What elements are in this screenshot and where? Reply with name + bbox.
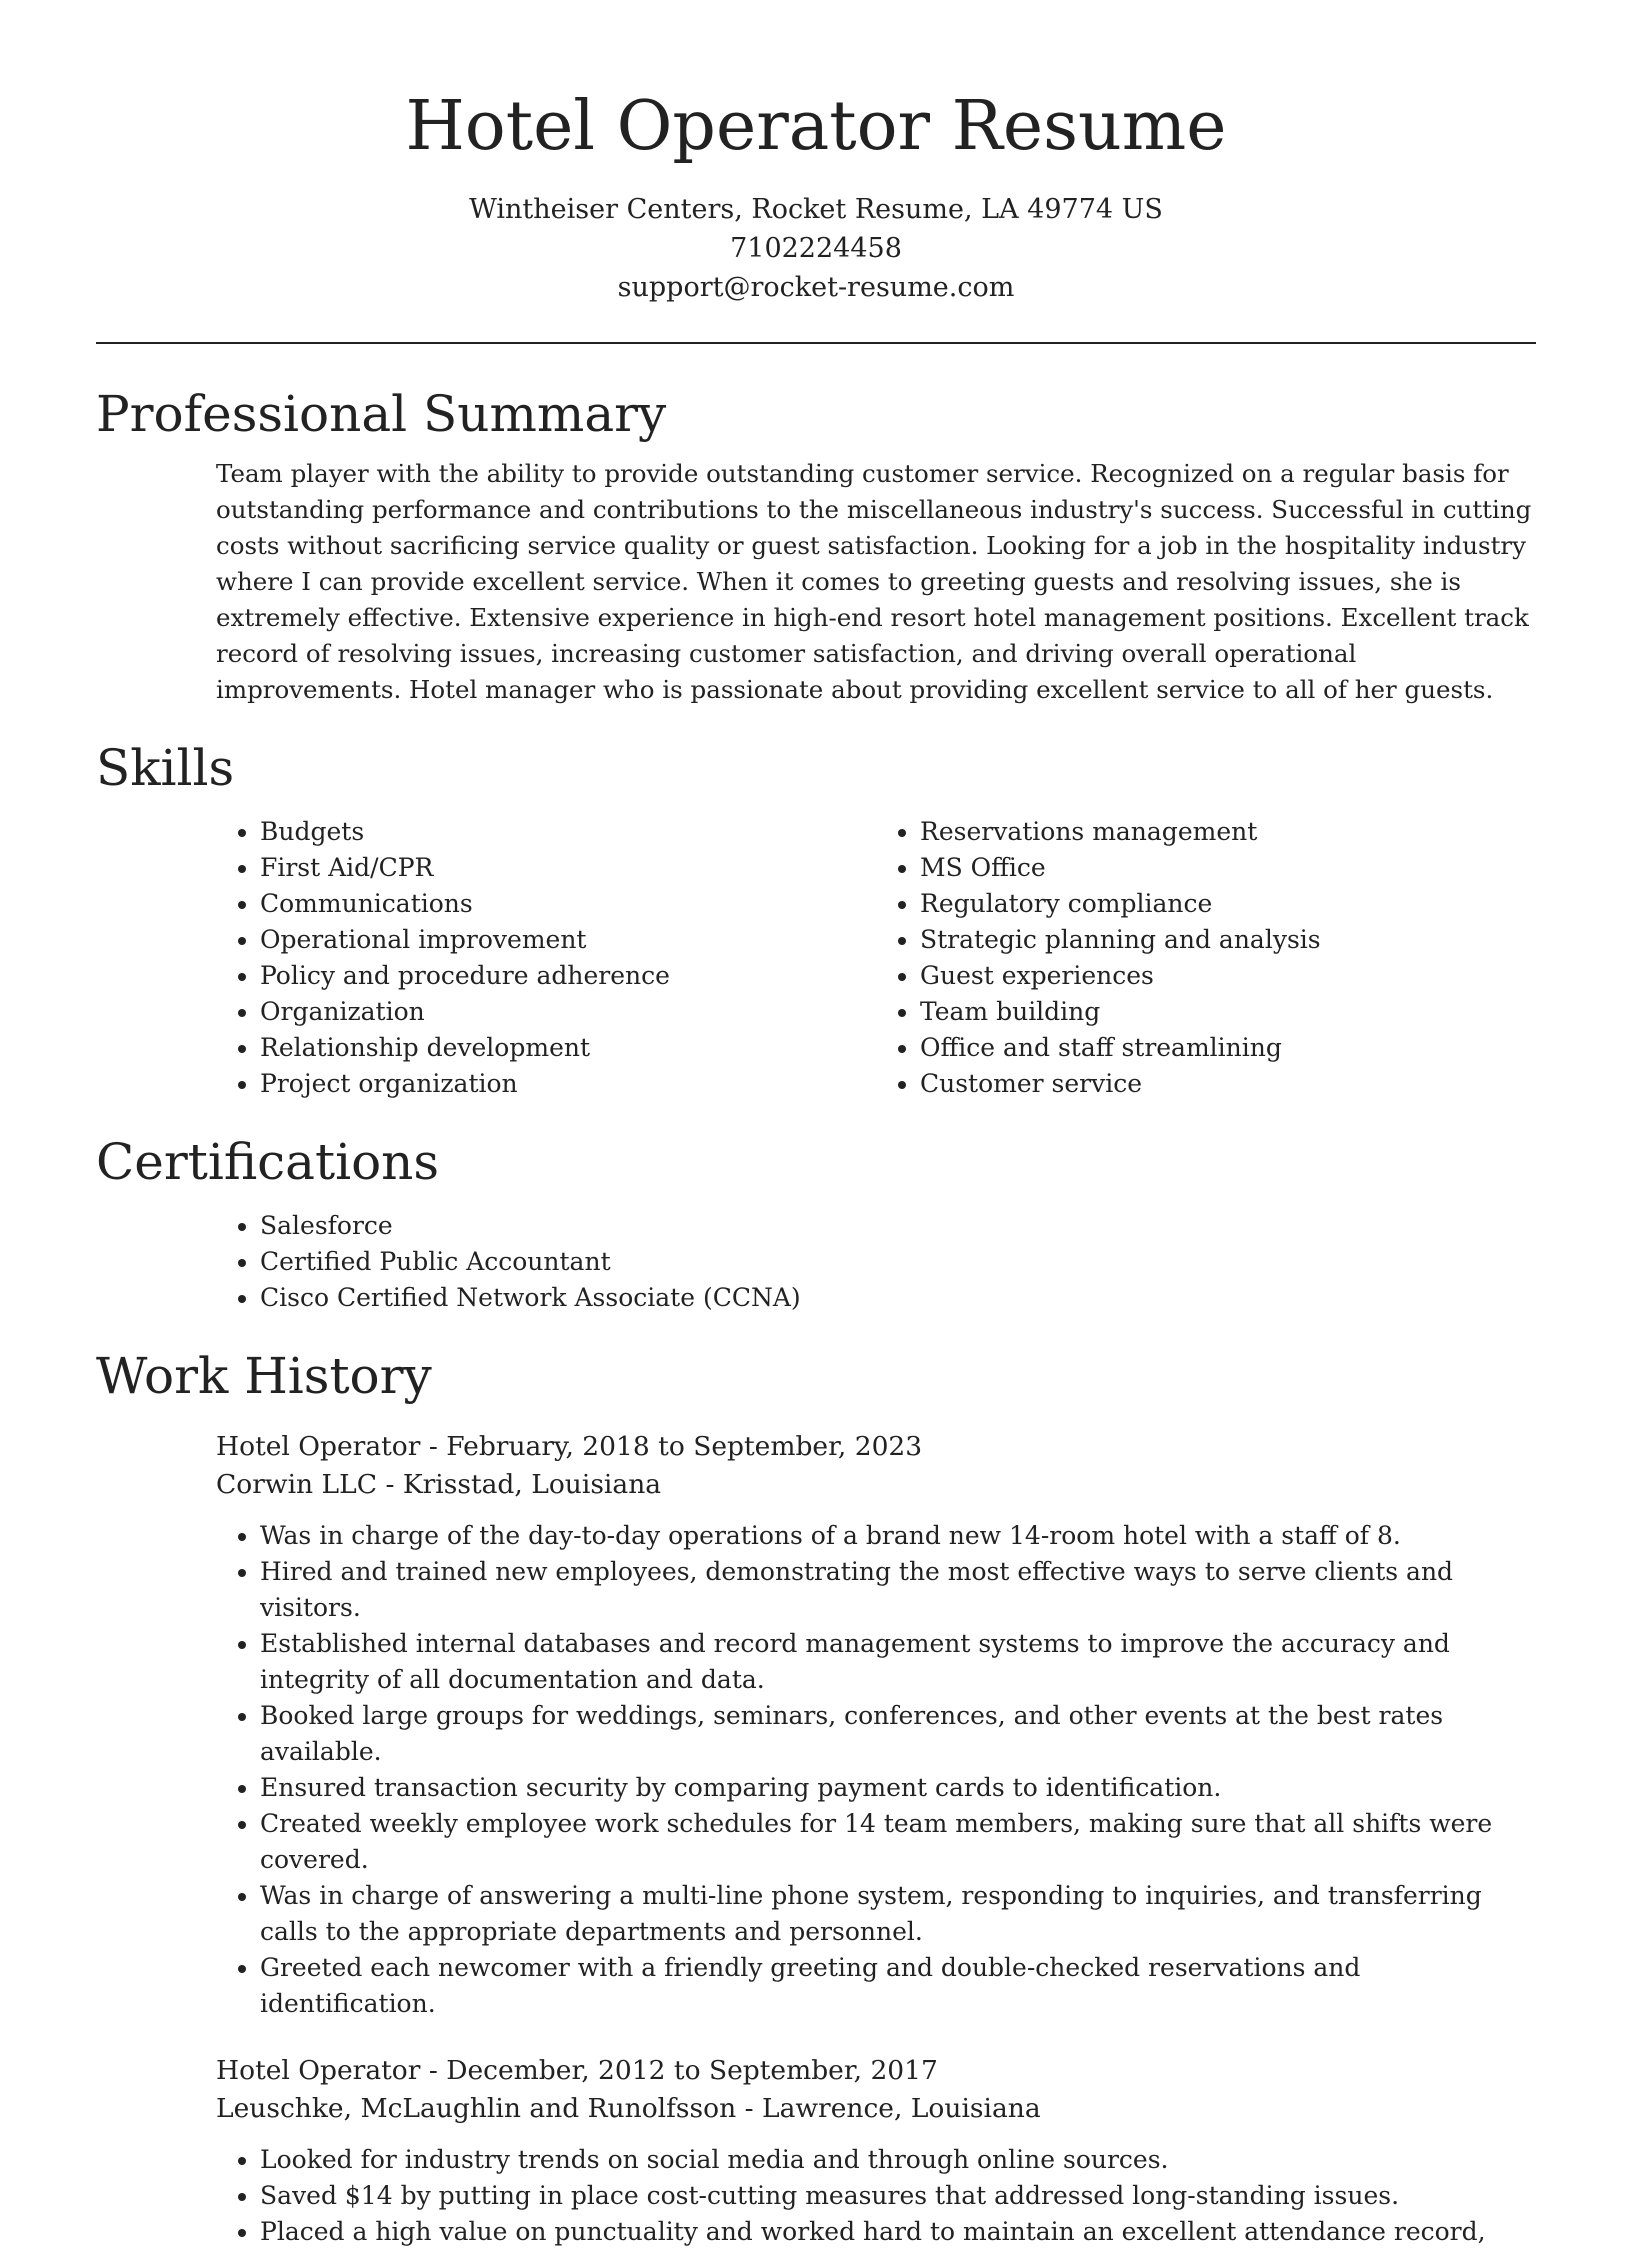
skills-section [96, 732, 1536, 1102]
skill-item: • Customer service [920, 1066, 1536, 1102]
skills-right-list [876, 814, 1536, 1102]
job-bullet: • Booked large groups for weddings, seminars, conferences, and other events at the best rates available. [260, 1698, 1536, 1770]
job-bullet: • Ensured transaction security by comparing payment cards to identification. [260, 1770, 1536, 1806]
job-title: Hotel Operator [216, 2055, 421, 2086]
job-bullets [216, 2142, 1536, 2250]
skill-item: • Strategic planning and analysis [920, 922, 1536, 958]
job-bullet: • Saved $14 by putting in place cost-cutting measures that addressed long-standing issues. [260, 2178, 1536, 2214]
job-dates: February, 2018 to September, 2023 [446, 1431, 923, 1462]
skill-item: • First Aid/CPR [260, 850, 876, 886]
certification-item: • Cisco Certified Network Associate (CCNA) [260, 1280, 1536, 1316]
skill-item: • Communications [260, 886, 876, 922]
job-entry [216, 2052, 1536, 2250]
job-bullet: • Placed a high value on punctuality and worked hard to maintain an excellent attendance record, [260, 2214, 1536, 2250]
job-location: Krisstad, Louisiana [402, 1469, 662, 1500]
certification-item: • Salesforce [260, 1208, 1536, 1244]
resume-title: Hotel Operator Resume [405, 87, 1227, 166]
job-company-line [216, 1466, 1536, 1504]
summary-text: Team player with the ability to provide outstanding customer service. Recognized on a regular basis for outstanding performance and contributions to the miscellaneous industry's success. Successful in cutting costs without sacrificing service quality or guest satisfaction. Looking for a job in the hospitality industry where I can provide excellent service. When it comes to greeting guests and resolving issues, she is extremely effective. Extensive experience in high-end resort hotel management positions. Excellent track record of resolving issues, increasing customer satisfaction, and driving overall operational improvements. Hotel manager who is passionate about providing excellent service to all of her guests. [216, 459, 1532, 704]
job-bullet: • Was in charge of the day-to-day operations of a brand new 14-room hotel with a staff of 8. [260, 1518, 1536, 1554]
certifications-heading: Certifications [96, 1133, 440, 1191]
contact-phone: 7102224458 [730, 233, 902, 264]
job-bullet: • Established internal databases and record management systems to improve the accuracy and integrity of all documentation and data. [260, 1626, 1536, 1698]
contact-address: Wintheiser Centers, Rocket Resume, LA 49774 US [469, 194, 1163, 225]
skill-item: • Budgets [260, 814, 876, 850]
job-bullet: • Was in charge of answering a multi-line phone system, responding to inquiries, and transferring calls to the appropriate departments and personnel. [260, 1878, 1536, 1950]
certifications-list [216, 1208, 1536, 1316]
job-bullet: • Hired and trained new employees, demonstrating the most effective ways to serve clients and visitors. [260, 1554, 1536, 1626]
job-bullet: • Created weekly employee work schedules for 14 team members, making sure that all shifts were covered. [260, 1806, 1536, 1878]
skills-left-list [216, 814, 876, 1102]
header-divider [96, 342, 1536, 344]
skill-item: • Regulatory compliance [920, 886, 1536, 922]
skill-item: • Policy and procedure adherence [260, 958, 876, 994]
job-location: Lawrence, Louisiana [761, 2093, 1041, 2124]
job-bullet: • Looked for industry trends on social media and through online sources. [260, 2142, 1536, 2178]
work-history-section [96, 1340, 1536, 2250]
skills-heading: Skills [96, 739, 235, 797]
resume-content [96, 378, 1536, 2250]
separator: - [420, 2055, 447, 2086]
certifications-section [96, 1126, 1536, 1316]
skill-item: • Reservations management [920, 814, 1536, 850]
job-company: Corwin LLC [216, 1469, 378, 1500]
skills-columns [216, 814, 1536, 1102]
skill-item: • Office and staff streamlining [920, 1030, 1536, 1066]
resume-header [0, 80, 1632, 307]
contact-email: support@rocket-resume.com [617, 272, 1015, 303]
job-entry [216, 1428, 1536, 2022]
skill-item: • MS Office [920, 850, 1536, 886]
job-title-line [216, 1428, 1536, 1466]
skill-item: • Project organization [260, 1066, 876, 1102]
skill-item: • Relationship development [260, 1030, 876, 1066]
job-title-line [216, 2052, 1536, 2090]
separator: - [377, 1469, 403, 1500]
job-bullets [216, 1518, 1536, 2022]
skill-item: • Operational improvement [260, 922, 876, 958]
skill-item: • Guest experiences [920, 958, 1536, 994]
job-company: Leuschke, McLaughlin and Runolfsson [216, 2093, 737, 2124]
summary-heading: Professional Summary [96, 385, 667, 443]
certification-item: • Certified Public Accountant [260, 1244, 1536, 1280]
skill-item: • Organization [260, 994, 876, 1030]
summary-section [96, 378, 1536, 708]
skill-item: • Team building [920, 994, 1536, 1030]
work-history-heading: Work History [96, 1347, 432, 1405]
job-bullet: • Greeted each newcomer with a friendly greeting and double-checked reservations and identification. [260, 1950, 1536, 2022]
job-company-line [216, 2090, 1536, 2128]
job-title: Hotel Operator [216, 1431, 421, 1462]
separator: - [736, 2093, 762, 2124]
job-dates: December, 2012 to September, 2017 [446, 2055, 938, 2086]
separator: - [420, 1431, 447, 1462]
contact-block [0, 190, 1632, 307]
